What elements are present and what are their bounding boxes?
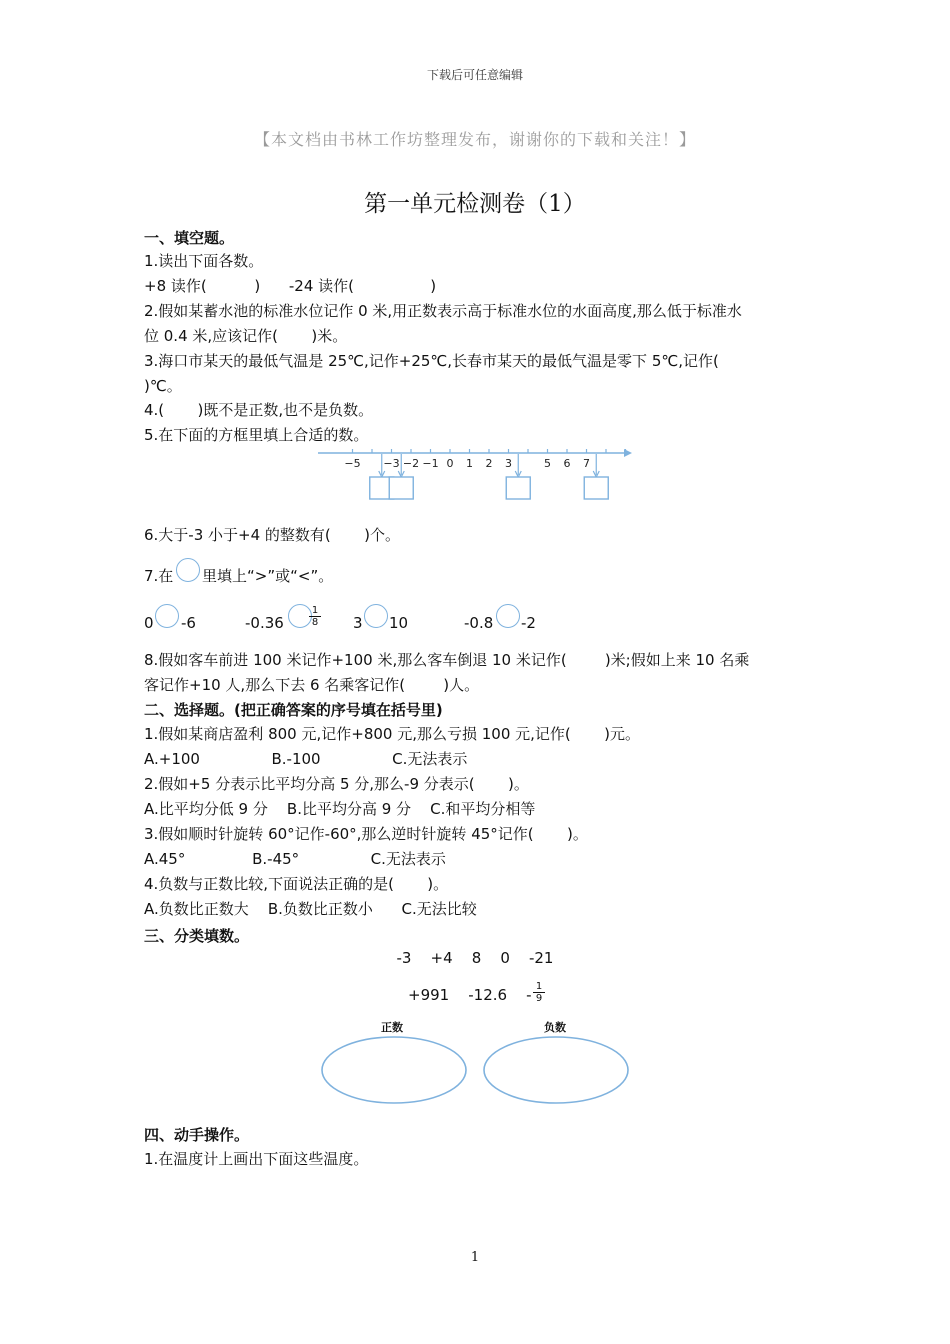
answer-box[interactable]: [389, 477, 413, 499]
compare-item-0: 0: [144, 614, 154, 632]
question-1-1: 1.读出下面各数。: [144, 252, 264, 270]
number-line-tick-label: 7: [583, 457, 590, 470]
section-heading-fill-blank: 一、填空题。: [144, 229, 235, 247]
compare-circle-3[interactable]: [364, 604, 388, 628]
compare-item-10: 10: [389, 614, 409, 632]
question-1-8-line2: 客记作+10 人,那么下去 6 名乘客记作( )人。: [144, 676, 480, 694]
number-line-figure: [310, 442, 640, 504]
compare-circle-4[interactable]: [496, 604, 520, 628]
section-heading-hands-on: 四、动手操作。: [144, 1126, 250, 1144]
number-line: [318, 449, 632, 499]
answer-box[interactable]: [584, 477, 608, 499]
question-4-1: 1.在温度计上画出下面这些温度。: [144, 1150, 369, 1168]
question-2-3: 3.假如顺时针旋转 60°记作-60°,那么逆时针旋转 45°记作( )。: [144, 825, 588, 843]
number-line-tick-label: −1: [422, 457, 439, 470]
section-heading-classify: 三、分类填数。: [144, 927, 250, 945]
negative-ellipse[interactable]: [484, 1037, 628, 1103]
compare-item-neg036: -0.36: [245, 614, 284, 632]
question-1-8-line1: 8.假如客车前进 100 米记作+100 米,那么客车倒退 10 米记作( )米;假如上来 10 名乘: [144, 651, 750, 669]
question-2-1: 1.假如某商店盈利 800 元,记作+800 元,那么亏损 100 元,记作( )元。: [144, 725, 640, 743]
number-line-tick-label: −3: [383, 457, 400, 470]
number-line-tick-label: −5: [344, 457, 361, 470]
question-1-5: 5.在下面的方框里填上合适的数。: [144, 426, 369, 444]
label-positive: 正数: [381, 1021, 403, 1034]
compare-item-neg6: -6: [181, 614, 196, 632]
number-line-tick-label: 3: [505, 457, 512, 470]
number-line-tick-label: 1: [466, 457, 473, 470]
number-line-tick-label: 2: [485, 457, 493, 470]
question-1-6: 6.大于-3 小于+4 的整数有( )个。: [144, 526, 400, 544]
compare-circle-1[interactable]: [155, 604, 179, 628]
page-title: 第一单元检测卷（1）: [364, 191, 586, 217]
label-negative: 负数: [544, 1021, 566, 1034]
compare-item-neg2: -2: [521, 614, 536, 632]
compare-circle-icon: [176, 558, 200, 582]
question-2-3-options: A.45° B.-45° C.无法表示: [144, 850, 446, 868]
question-2-4-options: A.负数比正数大 B.负数比正数小 C.无法比较: [144, 900, 477, 918]
question-1-4: 4.( )既不是正数,也不是负数。: [144, 401, 374, 419]
fraction-denominator: 8: [309, 616, 321, 628]
fraction-denominator: 9: [533, 992, 545, 1004]
number-line-tick-label: 0: [446, 457, 454, 470]
question-2-4: 4.负数与正数比较,下面说法正确的是( )。: [144, 875, 449, 893]
number-line-tick-label: 5: [544, 457, 551, 470]
question-2-1-options: A.+100 B.-100 C.无法表示: [144, 750, 468, 768]
question-1-7-end: 里填上“>”或“<”。: [202, 567, 334, 585]
fraction-numerator: 1: [535, 981, 543, 992]
classify-numbers-row2: +991 -12.6 -: [408, 986, 532, 1004]
compare-item-3: 3: [353, 614, 363, 632]
question-1-7-start: 7.在: [144, 567, 174, 585]
number-line-tick-label: −2: [402, 457, 420, 470]
fraction-one-ninth: [533, 981, 545, 1004]
question-2-2: 2.假如+5 分表示比平均分高 5 分,那么-9 分表示( )。: [144, 775, 529, 793]
question-1-3-line1: 3.海口市某天的最低气温是 25℃,记作+25℃,长春市某天的最低气温是零下 5℃,记作(: [144, 352, 719, 370]
compare-item-neg08: -0.8: [464, 614, 494, 632]
fraction-one-eighth: [309, 605, 321, 628]
number-line-tick-label: 6: [563, 457, 571, 470]
page-header: 下载后可任意编辑: [426, 68, 523, 82]
classification-ellipses: [316, 1034, 636, 1108]
question-1-3-line2: )℃。: [144, 377, 182, 395]
classify-numbers-row1: -3 +4 8 0 -21: [396, 949, 554, 967]
fraction-numerator: 1: [311, 605, 319, 616]
answer-box[interactable]: [506, 477, 530, 499]
notice-banner: 【本文档由书林工作坊整理发布，谢谢你的下载和关注！】: [253, 130, 696, 149]
question-1-2-line2: 位 0.4 米,应该记作( )米。: [144, 327, 348, 345]
page-number: 1: [470, 1250, 480, 1265]
question-1-2-line1: 2.假如某蓄水池的标准水位记作 0 米,用正数表示高于标准水位的水面高度,那么低于标准水: [144, 302, 742, 320]
question-2-2-options: A.比平均分低 9 分 B.比平均分高 9 分 C.和平均分相等: [144, 800, 536, 818]
section-heading-choice: 二、选择题。(把正确答案的序号填在括号里): [144, 701, 443, 719]
question-1-1-parts: +8 读作( ) -24 读作( ): [144, 277, 437, 295]
positive-ellipse[interactable]: [322, 1037, 466, 1103]
